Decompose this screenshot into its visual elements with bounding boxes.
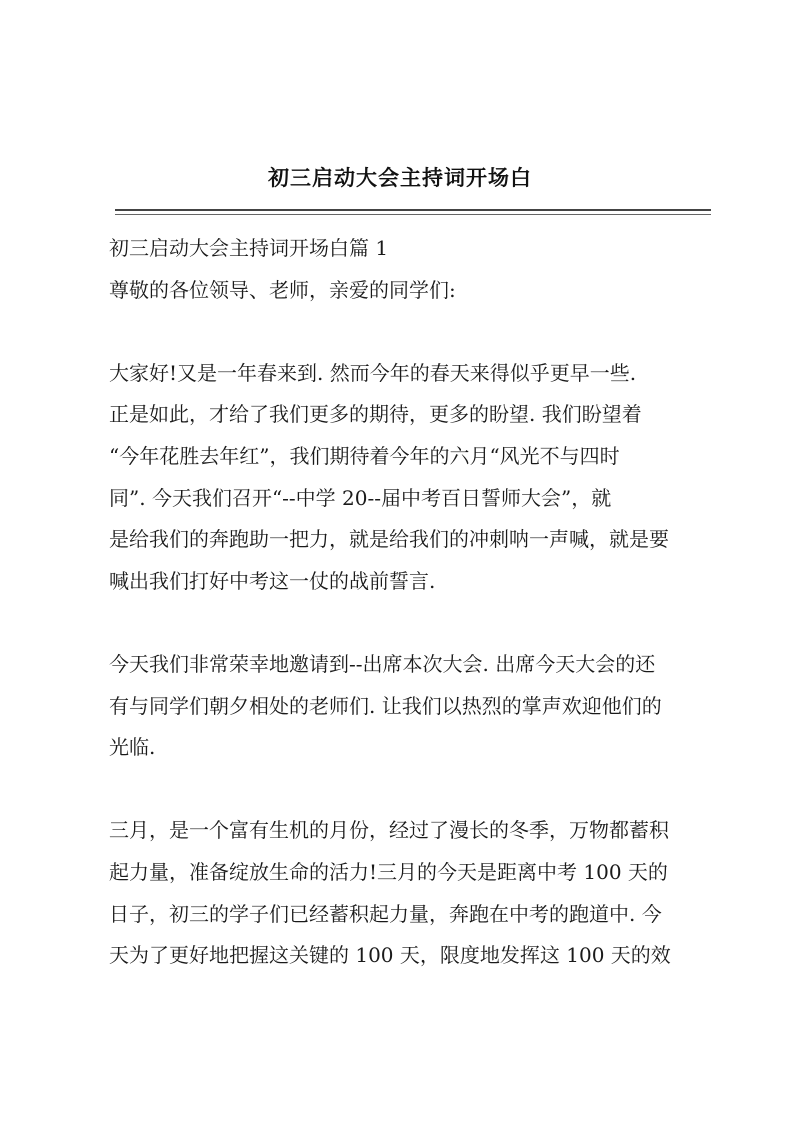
paragraph-line: 起力量，准备绽放生命的活力!三月的今天是距离中考 100 天的 <box>109 859 668 884</box>
document-body <box>109 228 712 977</box>
document-title: 初三启动大会主持词开场白 <box>268 165 532 190</box>
paragraph-line: 日子，初三的学子们已经蓄积起力量，奔跑在中考的跑道中. 今 <box>109 901 662 926</box>
paragraph-line: 大家好!又是一年春来到. 然而今年的春天来得似乎更早一些. <box>109 360 637 385</box>
paragraph-line: 正是如此，才给了我们更多的期待，更多的盼望. 我们盼望着 <box>109 402 642 427</box>
section-heading: 初三启动大会主持词开场白篇 1 <box>109 236 389 260</box>
paragraph-line: 天为了更好地把握这关键的 100 天，限度地发挥这 100 天的效 <box>109 943 671 968</box>
title-divider <box>115 209 711 211</box>
paragraph-gap <box>109 602 712 644</box>
paragraph-line: 三月，是一个富有生机的月份，经过了漫长的冬季，万物都蓄积 <box>109 818 669 843</box>
paragraph-line: 喊出我们打好中考这一仗的战前誓言. <box>109 568 436 593</box>
paragraph-line: “今年花胜去年红”，我们期待着今年的六月“风光不与四时 <box>109 443 620 468</box>
title-divider-thin <box>115 214 711 215</box>
paragraph-1 <box>109 353 712 603</box>
paragraph-2 <box>109 644 712 769</box>
paragraph-line: 是给我们的奔跑助一把力，就是给我们的冲刺呐一声喊，就是要 <box>109 527 669 552</box>
paragraph-line: 今天我们非常荣幸地邀请到--出席本次大会. 出席今天大会的还 <box>109 651 656 676</box>
paragraph-line: 光临. <box>109 735 156 760</box>
greeting: 尊敬的各位领导、老师，亲爱的同学们: <box>109 277 456 302</box>
paragraph-line: 同”. 今天我们召开“--中学 20--届中考百日誓师大会”，就 <box>109 485 612 510</box>
paragraph-gap <box>109 769 712 811</box>
paragraph-gap <box>109 311 712 353</box>
paragraph-line: 有与同学们朝夕相处的老师们. 让我们以热烈的掌声欢迎他们的 <box>109 693 662 718</box>
paragraph-3 <box>109 810 712 976</box>
